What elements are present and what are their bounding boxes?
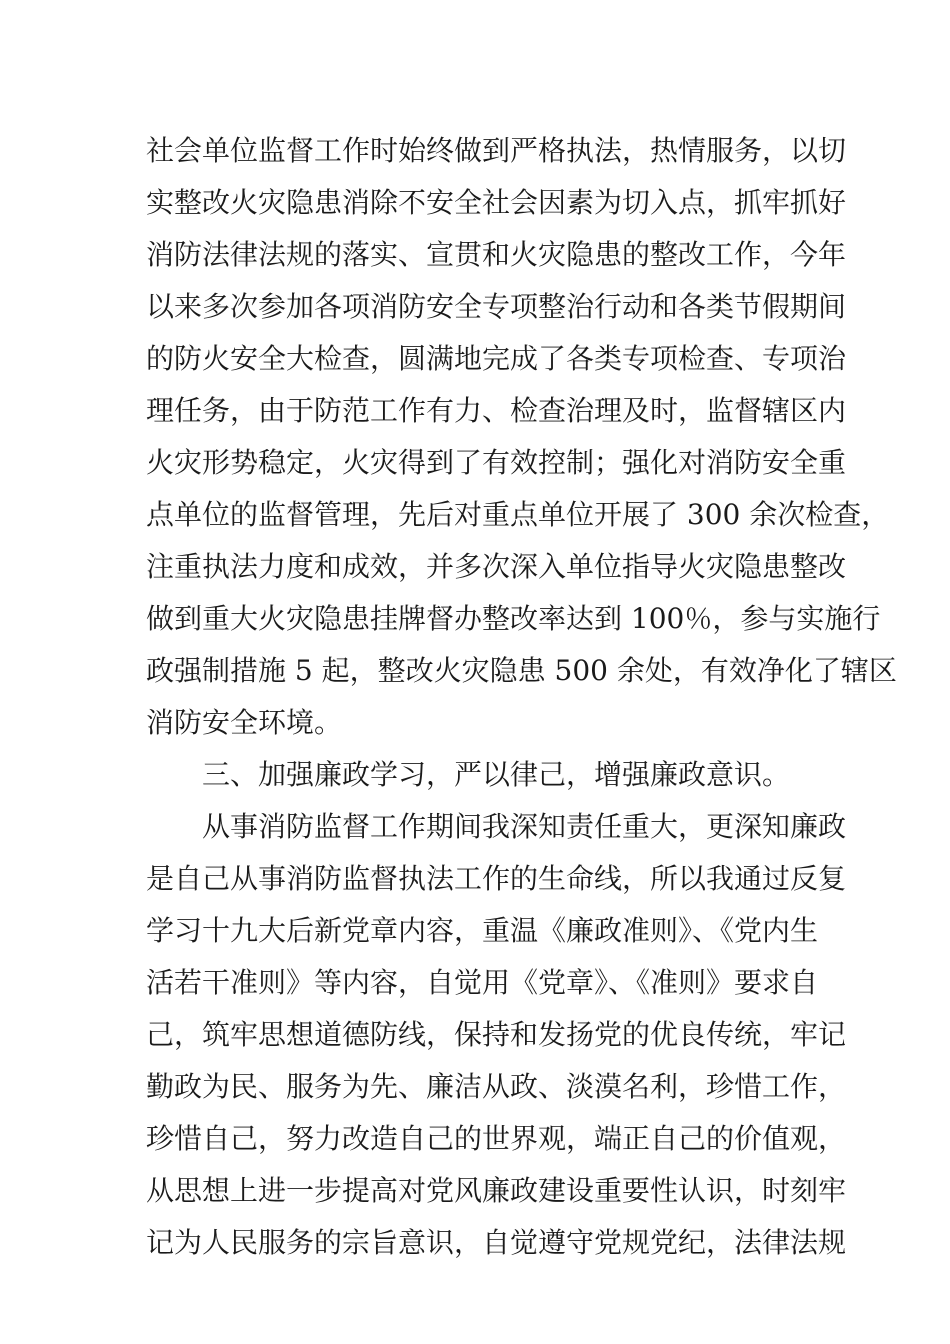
text-line: 注重执法力度和成效，并多次深入单位指导火灾隐患整改 <box>146 550 847 583</box>
text-line: 从思想上进一步提高对党风廉政建设重要性认识，时刻牢 <box>146 1174 847 1207</box>
text-line: 消防安全环境。 <box>146 706 343 739</box>
text-line: 实整改火灾隐患消除不安全社会因素为切入点，抓牢抓好 <box>146 186 847 219</box>
text-line: 勤政为民、服务为先、廉洁从政、淡漠名利，珍惜工作， <box>146 1070 847 1103</box>
paragraph-first-line: 从事消防监督工作期间我深知责任重大，更深知廉政 <box>202 810 847 843</box>
text-line: 做到重大火灾隐患挂牌督办整改率达到 100％，参与实施行 <box>146 602 881 635</box>
text-line: 理任务，由于防范工作有力、检查治理及时，监督辖区内 <box>146 394 847 427</box>
text-line: 己，筑牢思想道德防线，保持和发扬党的优良传统，牢记 <box>146 1018 847 1051</box>
text-line: 珍惜自己，努力改造自己的世界观，端正自己的价值观， <box>146 1122 847 1155</box>
text-line: 消防法律法规的落实、宣贯和火灾隐患的整改工作，今年 <box>146 238 847 271</box>
text-line: 的防火安全大检查，圆满地完成了各类专项检查、专项治 <box>146 342 847 375</box>
text-line: 记为人民服务的宗旨意识，自觉遵守党规党纪，法律法规 <box>146 1226 847 1259</box>
text-line: 活若干准则》等内容，自觉用《党章》、《准则》要求自 <box>146 966 819 999</box>
text-line: 学习十九大后新党章内容，重温《廉政准则》、《党内生 <box>146 914 819 947</box>
text-line: 点单位的监督管理，先后对重点单位开展了 300 余次检查， <box>146 498 890 531</box>
text-line: 以来多次参加各项消防安全专项整治行动和各类节假期间 <box>146 290 847 323</box>
text-line: 社会单位监督工作时始终做到严格执法，热情服务，以切 <box>146 134 847 167</box>
text-line: 是自己从事消防监督执法工作的生命线，所以我通过反复 <box>146 862 847 895</box>
text-line: 政强制措施 5 起，整改火灾隐患 500 余处，有效净化了辖区 <box>146 654 897 687</box>
text-line: 火灾形势稳定，火灾得到了有效控制；强化对消防安全重 <box>146 446 847 479</box>
section-heading: 三、加强廉政学习，严以律己，增强廉政意识。 <box>202 758 791 791</box>
